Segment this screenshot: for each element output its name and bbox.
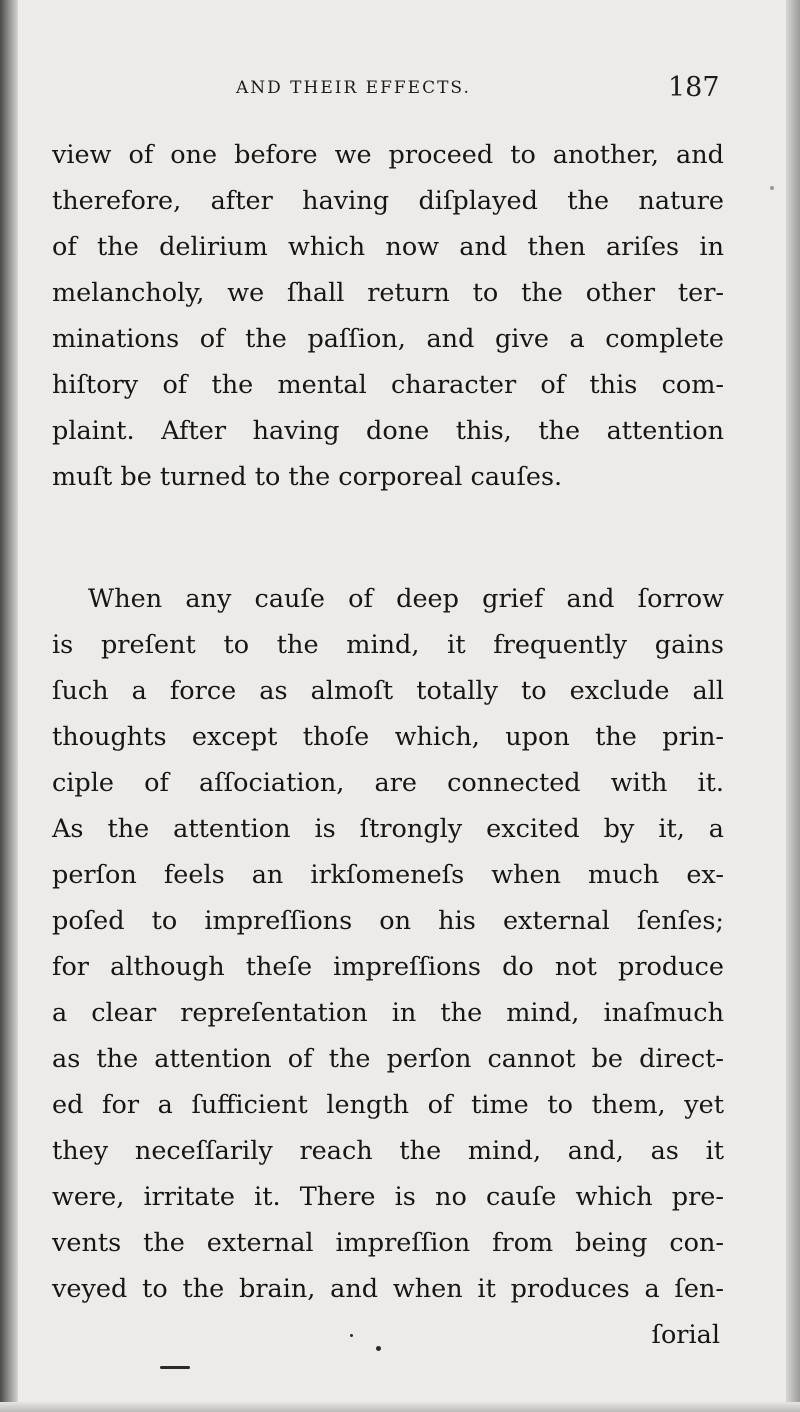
page-number: 187 <box>668 72 720 103</box>
text-line: a clear repreſentation in the mind, inaſmuch <box>52 998 724 1028</box>
text-line: as the attention of the perſon cannot be direct- <box>52 1044 724 1074</box>
text-line: poſed to impreſſions on his external ſenſes; <box>52 906 724 936</box>
text-line: for although theſe impreſſions do not produce <box>52 952 724 982</box>
paragraph-spacer <box>52 500 724 576</box>
paragraph-2 <box>52 576 724 1312</box>
page-gutter-shadow <box>0 0 18 1412</box>
text-line: veyed to the brain, and when it produces a ſen- <box>52 1274 724 1304</box>
text-line: view of one before we proceed to another, and <box>52 140 724 170</box>
body-text <box>52 132 724 1358</box>
page-right-edge <box>786 0 800 1412</box>
text-line: perſon feels an irkſomeneſs when much ex- <box>52 860 724 890</box>
text-line: ed for a ſufficient length of time to them, yet <box>52 1090 724 1120</box>
text-line: vents the external impreſſion from being con- <box>52 1228 724 1258</box>
paragraph-1 <box>52 132 724 500</box>
catchword: ſorial <box>651 1320 720 1350</box>
text-line: is preſent to the mind, it frequently gains <box>52 630 724 660</box>
text-line: thoughts except thoſe which, upon the prin- <box>52 722 724 752</box>
text-line: plaint. After having done this, the attention <box>52 416 724 446</box>
text-line: hiſtory of the mental character of this com- <box>52 370 724 400</box>
page-header <box>0 72 800 112</box>
ink-speck <box>350 1334 353 1337</box>
ink-speck <box>770 186 774 190</box>
text-line: minations of the paſſion, and give a complete <box>52 324 724 354</box>
text-line: muſt be turned to the corporeal cauſes. <box>52 462 563 492</box>
text-line: When any cauſe of deep grief and ſorrow <box>88 584 724 614</box>
text-line: ciple of aſſociation, are connected with it. <box>52 768 724 798</box>
text-line: therefore, after having diſplayed the nature <box>52 186 724 216</box>
page-bottom-edge <box>0 1402 800 1412</box>
ink-speck <box>160 1366 190 1369</box>
text-line: As the attention is ſtrongly excited by it, a <box>52 814 724 844</box>
text-line: they neceſſarily reach the mind, and, as it <box>52 1136 724 1166</box>
text-line: melancholy, we ſhall return to the other ter- <box>52 278 724 308</box>
text-line: of the delirium which now and then ariſes in <box>52 232 724 262</box>
text-line: ſuch a force as almoſt totally to exclude all <box>52 676 724 706</box>
running-head: AND THEIR EFFECTS. <box>236 78 471 98</box>
ink-speck <box>376 1346 381 1351</box>
text-line: were, irritate it. There is no cauſe which pre- <box>52 1182 724 1212</box>
